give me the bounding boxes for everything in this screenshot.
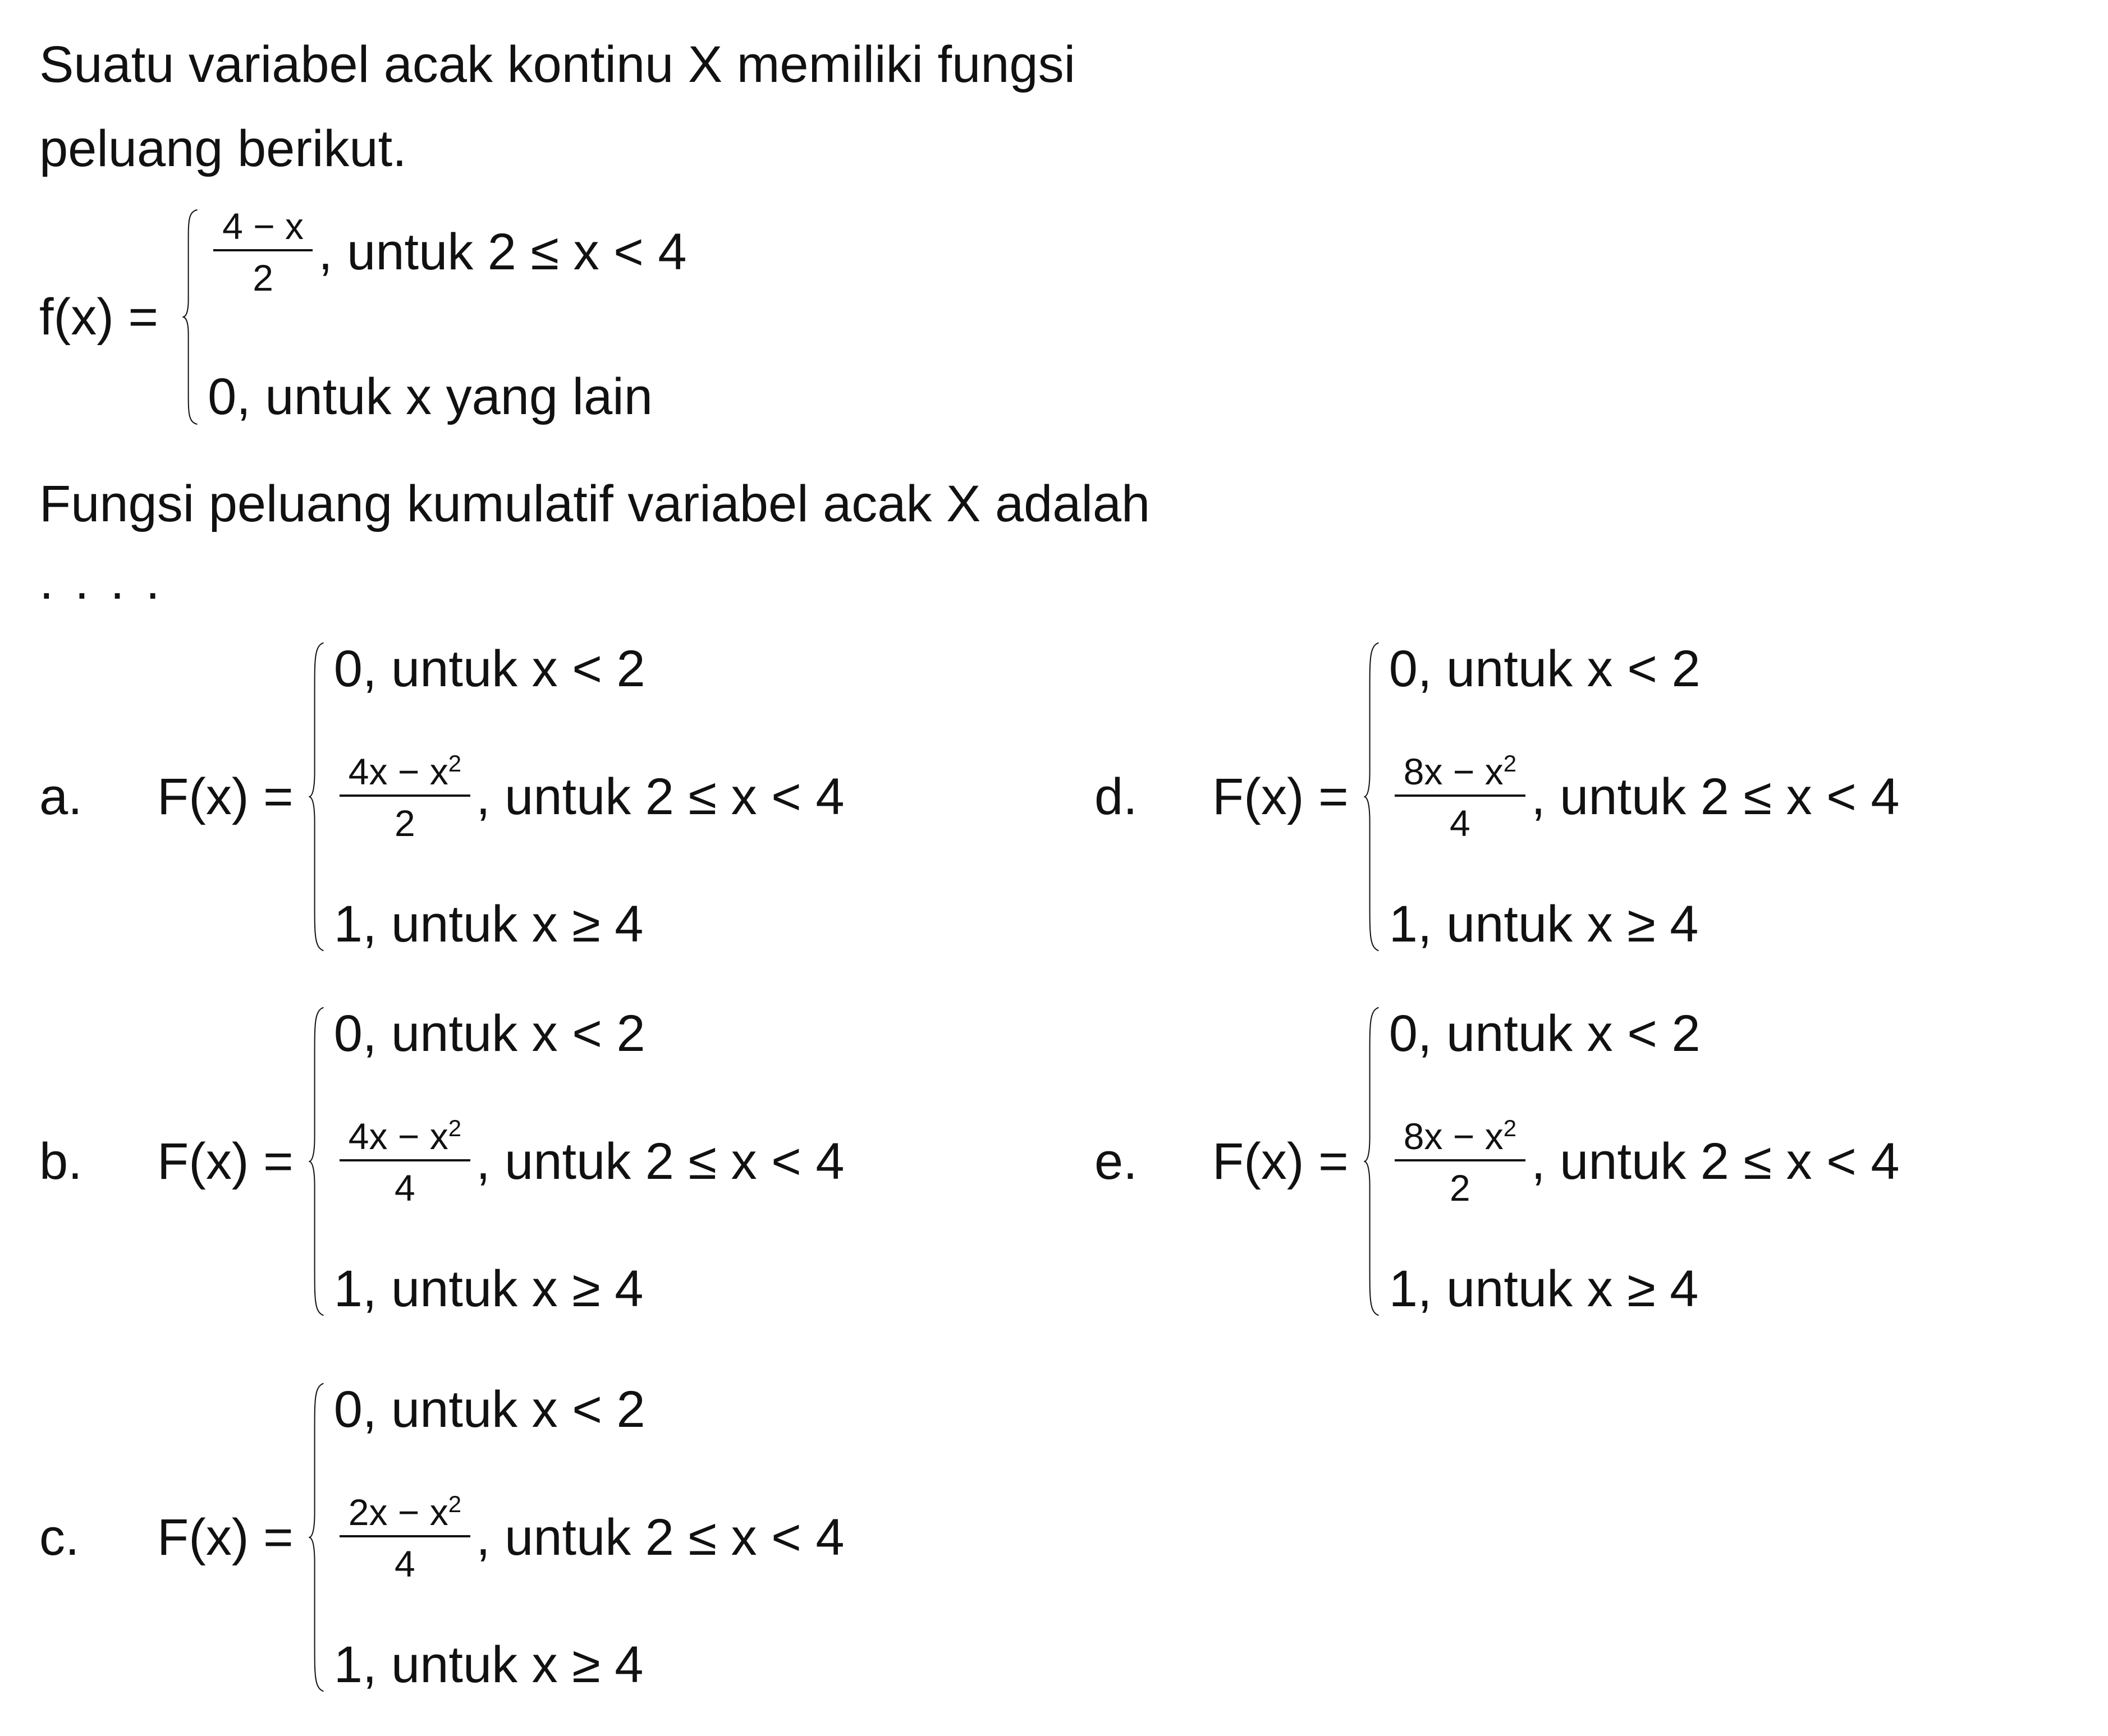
numerator-exponent: 2 — [448, 1491, 462, 1517]
case-line-3: 1, untuk x ≥ 4 — [1388, 895, 1699, 953]
fraction-denominator: 4 — [395, 1167, 415, 1209]
pdf-fraction — [213, 205, 313, 298]
case-line-1: 0, untuk x < 2 — [1388, 1005, 1701, 1062]
option-fraction — [1395, 752, 1525, 842]
case-line-3: 1, untuk x ≥ 4 — [333, 1260, 644, 1317]
case-line-3: 1, untuk x ≥ 4 — [333, 1636, 644, 1693]
case-line-2-condition: , untuk 2 ≤ x < 4 — [1531, 768, 1900, 825]
left-brace-icon — [307, 640, 326, 954]
fraction-denominator: 2 — [1450, 1167, 1470, 1209]
pdf-case-2: 0, untuk x yang lain — [208, 368, 653, 425]
option-letter: a. — [39, 768, 83, 825]
fraction-numerator — [340, 752, 470, 794]
fraction-denominator: 2 — [395, 802, 415, 844]
option-fraction — [340, 1115, 470, 1209]
numerator-text: 2x − x — [348, 1491, 448, 1533]
fraction-numerator — [1395, 1117, 1525, 1159]
option-lhs: F(x) = — [157, 1132, 294, 1190]
question-intro — [39, 22, 1386, 191]
option-c[interactable] — [39, 1380, 845, 1694]
case-line-2 — [334, 1491, 845, 1585]
case-line-2-condition: , untuk 2 ≤ x < 4 — [1531, 1132, 1900, 1190]
left-brace-icon — [181, 208, 200, 426]
option-d[interactable] — [1094, 640, 1900, 954]
case-line-2-condition: , untuk 2 ≤ x < 4 — [476, 768, 845, 825]
option-letter: e. — [1094, 1132, 1138, 1190]
numerator-exponent: 2 — [1503, 750, 1517, 777]
left-brace-icon — [1362, 640, 1381, 954]
pdf-lhs: f(x) = — [39, 288, 159, 346]
case-line-2 — [334, 1115, 845, 1209]
option-cases — [1389, 1004, 1900, 1319]
left-brace-icon — [307, 1004, 326, 1319]
option-fraction — [340, 752, 470, 842]
option-lhs: F(x) = — [157, 1508, 294, 1566]
question-prompt: Fungsi peluang kumulatif variabel acak X adalah — [39, 475, 1151, 532]
option-cases — [334, 640, 845, 954]
option-fraction — [340, 1491, 470, 1585]
numerator-exponent: 2 — [1503, 1115, 1517, 1141]
option-cases — [334, 1380, 845, 1694]
pdf-case-1 — [208, 205, 687, 298]
case-line-2-condition: , untuk 2 ≤ x < 4 — [476, 1132, 845, 1190]
option-b[interactable] — [39, 1004, 845, 1319]
option-letter: b. — [39, 1132, 83, 1190]
fraction-numerator — [340, 1117, 470, 1159]
option-e[interactable] — [1094, 1004, 1900, 1319]
fraction-numerator: 4 − x — [222, 205, 304, 247]
case-line-1: 0, untuk x < 2 — [333, 1005, 645, 1062]
option-lhs: F(x) = — [1212, 768, 1349, 825]
option-letter: c. — [39, 1508, 80, 1566]
left-brace-icon — [307, 1380, 326, 1694]
numerator-text: 4x − x — [348, 751, 448, 792]
pdf-cases — [208, 205, 687, 426]
numerator-text: 8x − x — [1403, 1115, 1504, 1157]
option-cases — [334, 1004, 845, 1319]
pdf-case-1-condition: , untuk 2 ≤ x < 4 — [318, 223, 687, 281]
case-line-2 — [334, 752, 845, 842]
option-a[interactable] — [39, 640, 845, 954]
option-letter: d. — [1094, 768, 1138, 825]
option-fraction — [1395, 1115, 1525, 1209]
left-brace-icon — [1362, 1004, 1381, 1319]
fraction-numerator — [1395, 752, 1525, 794]
fraction-denominator: 4 — [395, 1543, 415, 1585]
case-line-2 — [1389, 1115, 1900, 1209]
intro-line-1: Suatu variabel acak kontinu X memiliki fungsi — [39, 36, 1076, 93]
option-lhs: F(x) = — [157, 768, 294, 825]
numerator-exponent: 2 — [448, 750, 462, 777]
option-cases — [1389, 640, 1900, 954]
pdf-definition — [39, 205, 687, 426]
fraction-numerator — [340, 1492, 470, 1535]
case-line-2-condition: , untuk 2 ≤ x < 4 — [476, 1508, 845, 1566]
fraction-denominator: 2 — [253, 257, 273, 298]
case-line-1: 0, untuk x < 2 — [333, 640, 645, 697]
intro-line-2: peluang berikut. — [39, 120, 407, 177]
case-line-3: 1, untuk x ≥ 4 — [333, 895, 644, 953]
numerator-exponent: 2 — [448, 1115, 462, 1141]
case-line-1: 0, untuk x < 2 — [1388, 640, 1701, 697]
fraction-denominator: 4 — [1450, 802, 1470, 844]
case-line-3: 1, untuk x ≥ 4 — [1388, 1260, 1699, 1317]
numerator-text: 4x − x — [348, 1115, 448, 1157]
case-line-2 — [1389, 752, 1900, 842]
question-ellipsis: . . . . — [39, 553, 163, 610]
numerator-text: 8x − x — [1403, 751, 1504, 792]
case-line-1: 0, untuk x < 2 — [333, 1381, 645, 1438]
option-lhs: F(x) = — [1212, 1132, 1349, 1190]
